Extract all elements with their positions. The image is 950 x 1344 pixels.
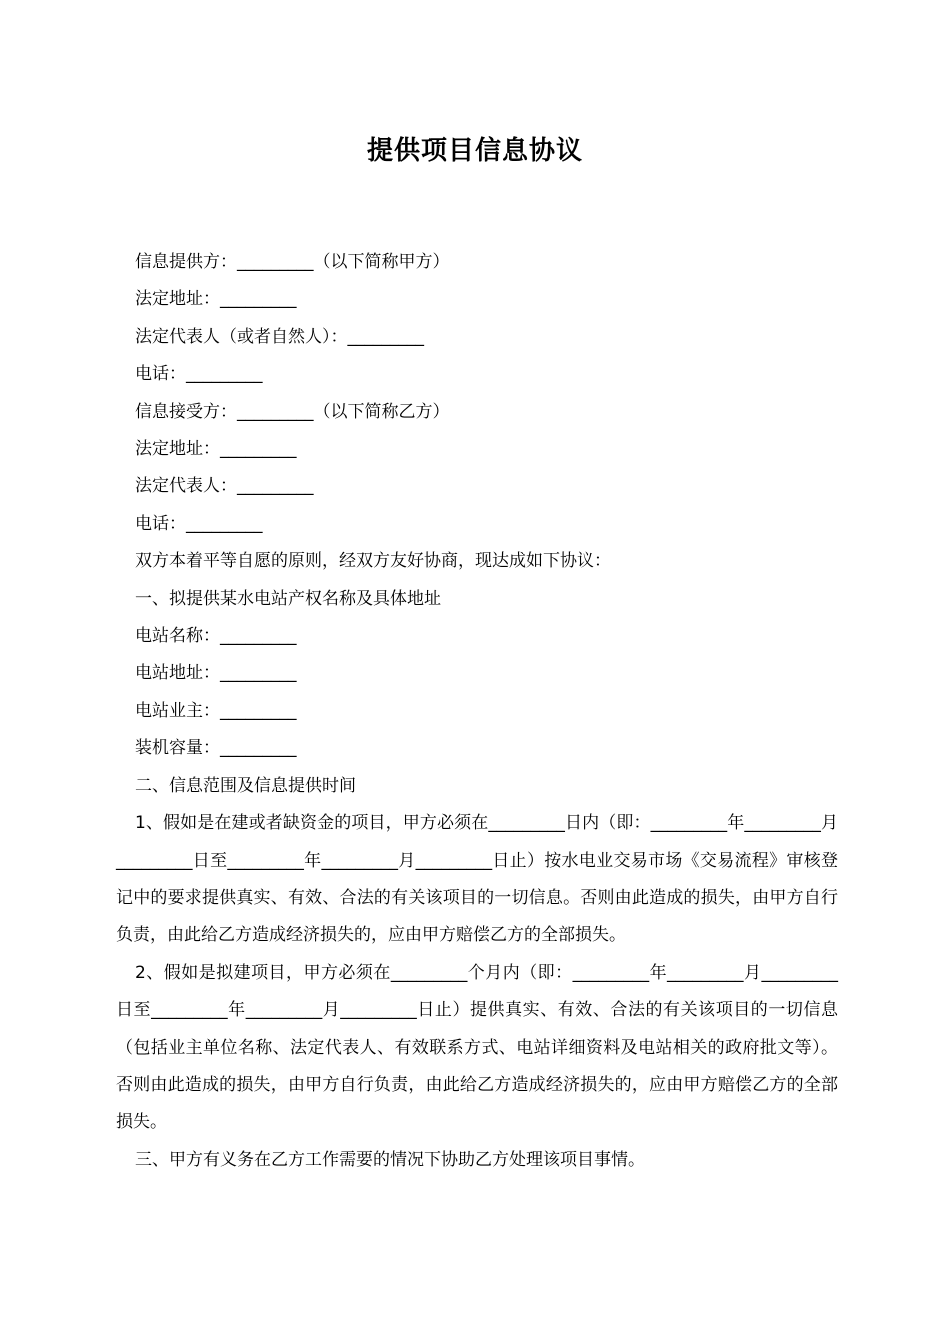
party-a-representative-line: 法定代表人（或者自然人）：_________ — [135, 326, 424, 347]
party-b-name-line: 信息接受方：_________（以下简称乙方） — [135, 401, 450, 422]
installed-capacity-line: 装机容量：_________ — [135, 738, 297, 759]
section-three-paragraph: 三、甲方有义务在乙方工作需要的情况下协助乙方处理该项目事情。 — [135, 1149, 645, 1170]
section-one-heading: 一、拟提供某水电站产权名称及具体地址 — [135, 588, 441, 609]
party-b-address-line: 法定地址：_________ — [135, 439, 297, 460]
party-a-address-line: 法定地址：_________ — [135, 289, 297, 310]
party-b-phone-line: 电话：_________ — [135, 513, 263, 534]
document-body — [116, 244, 838, 1179]
station-name-line: 电站名称：_________ — [135, 626, 297, 647]
station-owner-line: 电站业主：_________ — [135, 700, 297, 721]
station-address-line: 电站地址：_________ — [135, 663, 297, 684]
clause-two-1-paragraph: 1、假如是在建或者缺资金的项目，甲方必须在_________日内（即：_________年_________月_________日至_________年_________月_________日止）按水电业交易市场《交易流程》审核登记中的要求提供真实、有效、合法的有关该项目的一切信息。否则由此造成的损失，由甲方自行负责，由此给乙方造成经济损失的，应由甲方赔偿乙方的全部损失。 — [116, 813, 838, 946]
party-b-representative-line: 法定代表人：_________ — [135, 476, 314, 497]
clause-two-2-paragraph: 2、假如是拟建项目，甲方必须在_________个月内（即：_________年_________月_________日至_________年_________月_________日止）提供真实、有效、合法的有关该项目的一切信息（包括业主单位名称、法定代表人、有效联系方式、电站详细资料及电站相关的政府批文等）。否则由此造成的损失，由甲方自行负责，由此给乙方造成经济损失的，应由甲方赔偿乙方的全部损失。 — [116, 962, 838, 1133]
party-a-phone-line: 电话：_________ — [135, 364, 263, 385]
document-title: 提供项目信息协议 — [366, 136, 583, 166]
party-a-name-line: 信息提供方：_________（以下简称甲方） — [135, 252, 450, 272]
section-two-heading: 二、信息范围及信息提供时间 — [135, 775, 356, 796]
agreement-intro-line: 双方本着平等自愿的原则，经双方友好协商，现达成如下协议： — [135, 551, 611, 572]
